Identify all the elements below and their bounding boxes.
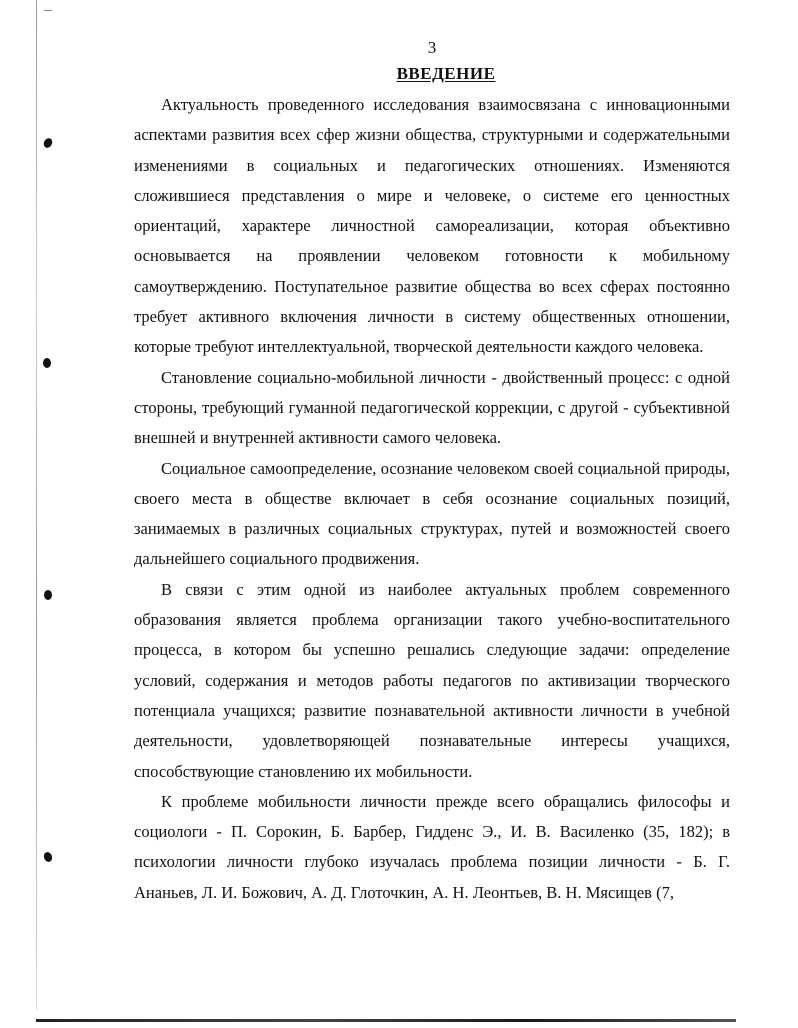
document-body: [134, 90, 730, 908]
binding-hole-mark: [43, 358, 51, 368]
scan-bottom-edge: [36, 1019, 736, 1022]
paragraph-5: К проблеме мобильности личности прежде всего обращались философы и социологи - П. Сорокин, Б. Барбер, Гидденс Э., И. В. Василенко (35, 182); в психологии личности глубоко изучалась проблема позиции личности - Б. Г. Ананьев, Л. И. Божович, А. Д. Глоточкин, А. Н. Леонтьев, В. Н. Мясищев (7,: [134, 791, 730, 902]
scan-tick-mark: [44, 10, 52, 11]
section-heading: ВВЕДЕНИЕ: [396, 64, 496, 83]
scan-left-edge: [36, 0, 37, 1010]
paragraph-2: Становление социально-мобильной личности - двойственный процесс: с одной стороны, требующий гуманной педагогической коррекции, с другой - субъективной внешней и внутренней активности самого человека.: [134, 367, 730, 448]
binding-hole-mark: [44, 590, 52, 600]
paragraph-4: В связи с этим одной из наиболее актуальных проблем современного образования является проблема организации такого учебно-воспитательного процесса, в котором бы успешно решались следующие задачи: определение условий, содержания и методов работы педагогов по активизации творческого потенциала учащихся; развитие познавательной активности личности в учебной деятельности, удовлетворяющей познавательные интересы учащихся, способствующие становлению их мобильности.: [134, 579, 730, 781]
paragraph-3: Социальное самоопределение, осознание человеком своей социальной природы, своего места в обществе включает в себя осознание социальных позиций, занимаемых в различных социальных структурах, путей и возможностей своего дальнейшего социального продвижения.: [134, 458, 730, 569]
binding-hole-mark: [43, 851, 54, 863]
binding-hole-mark: [42, 137, 54, 150]
page-number: 3: [427, 38, 437, 57]
paragraph-1: Актуальность проведенного исследования взаимосвязана с инновационными аспектами развития всех сфер жизни общества, структурными и содержательными изменениями в социальных и педагогических отношениях. Изменяются сложившиеся представления о мире и человеке, о системе его ценностных ориентаций, характере личностной самореализации, которая объективно основывается на проявлении человеком готовности к мобильному самоутверждению. Поступательное развитие общества во всех сферах постоянно требует активного включения личности в систему общественных отношении, которые требуют интеллектуальной, творческой деятельности каждого человека.: [134, 95, 730, 357]
